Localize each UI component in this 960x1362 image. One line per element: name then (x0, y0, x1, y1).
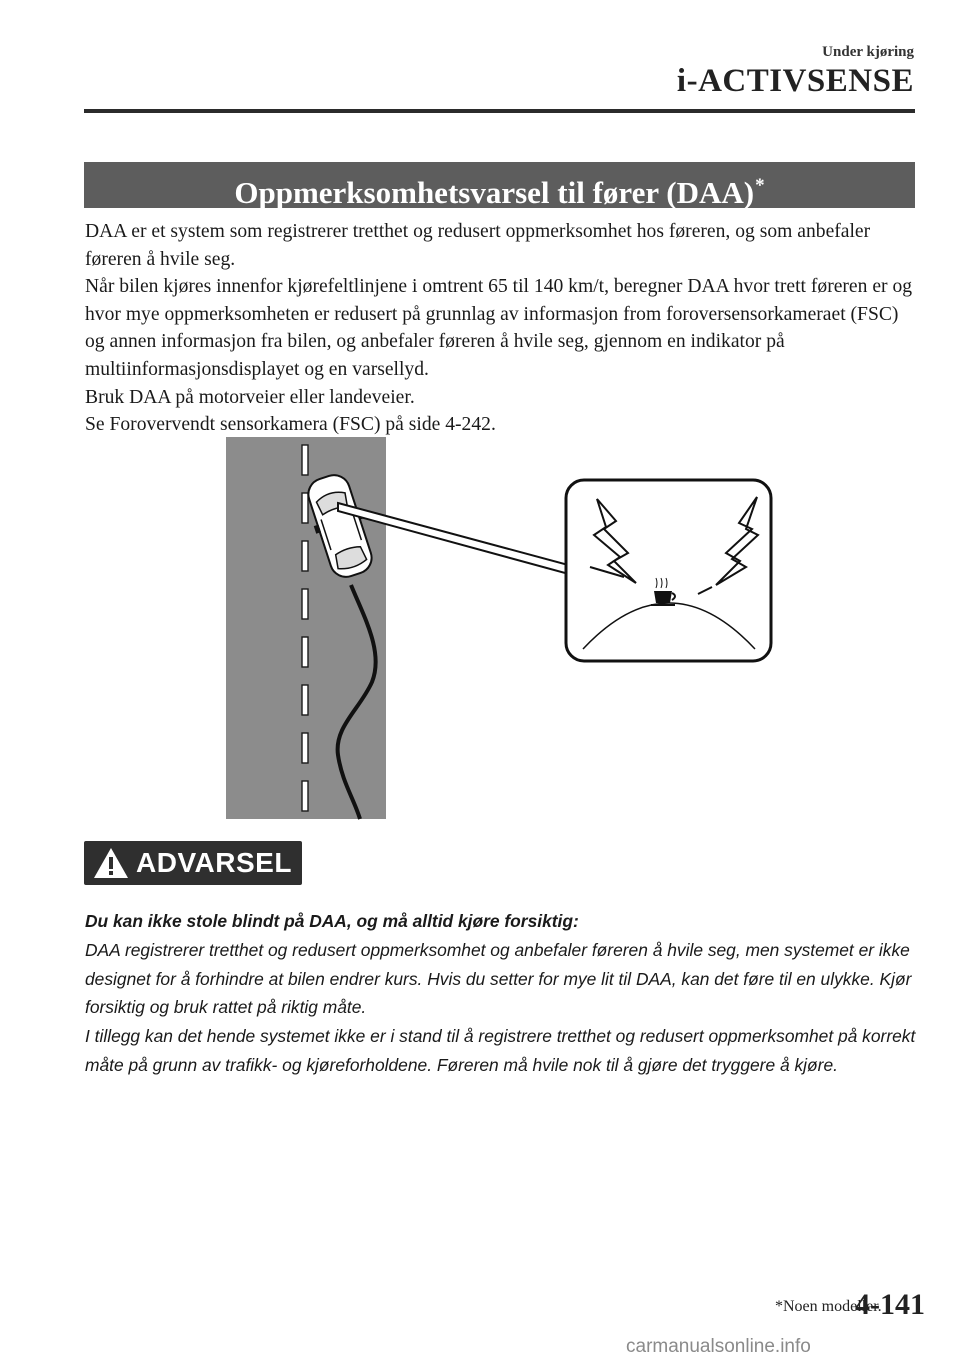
chapter-title: Under kjøring (822, 44, 914, 60)
warning-title: Du kan ikke stole blindt på DAA, og må alltid kjøre forsiktig: (85, 911, 579, 931)
warning-paragraph: DAA registrerer tretthet og redusert oppmerksomhet og anbefaler føreren å hvile seg, men systemet er ikke designet for å forhindre at bilen endrer kurs. Hvis du setter for mye lit til DAA, kan det føre til en ulykke. Kjør forsiktig og bruk rattet på riktig måte. (85, 939, 912, 1018)
body-paragraph: Se Forovervendt sensorkamera (FSC) på side 4-242. (85, 414, 496, 436)
daa-illustration-svg (226, 437, 776, 821)
section-title: i-ACTIVSENSE (676, 63, 914, 99)
body-paragraph: Bruk DAA på motorveier eller landeveier. (85, 386, 415, 408)
warning-text (85, 907, 925, 1080)
watermark: carmanualsonline.info (626, 1336, 811, 1357)
header-rule (84, 109, 915, 113)
daa-illustration (226, 437, 776, 826)
warning-paragraph: I tillegg kan det hende systemet ikke er i stand til å registrere tretthet og redusert oppmerksomhet på korrekt måte på grunn av trafikk- og kjøreforholdene. Føreren må hvile nok til å gjøre det tryggere å kjøre. (85, 1026, 916, 1075)
footnote: *Noen modeller. (775, 1298, 882, 1315)
body-paragraph: DAA er et system som registrerer tretthet og redusert oppmerksomhet hos føreren, og som anbefaler føreren å hvile seg. (85, 221, 871, 270)
page-heading: Oppmerksomhetsvarsel til fører (DAA) (234, 175, 755, 210)
body-text (85, 218, 920, 439)
page-number: 4-141 (855, 1288, 925, 1321)
page-heading-band (84, 162, 915, 208)
warning-badge-label: ADVARSEL (136, 847, 292, 878)
warning-badge (84, 841, 302, 885)
running-header (677, 44, 914, 100)
warning-triangle-icon (92, 846, 130, 880)
optional-equipment-marker: * (755, 175, 765, 196)
body-paragraph: Når bilen kjøres innenfor kjørefeltlinjene i omtrent 65 til 140 km/t, beregner DAA hvor trett føreren er og hvor mye oppmerksomheten er redusert på grunnlag av informasjon from foroversensorkameraet (FSC) og annen informasjon fra bilen, og anbefaler føreren å hvile seg, gjennom en indikator på multiinformasjonsdisplayet og en varsellyd. (85, 276, 913, 380)
